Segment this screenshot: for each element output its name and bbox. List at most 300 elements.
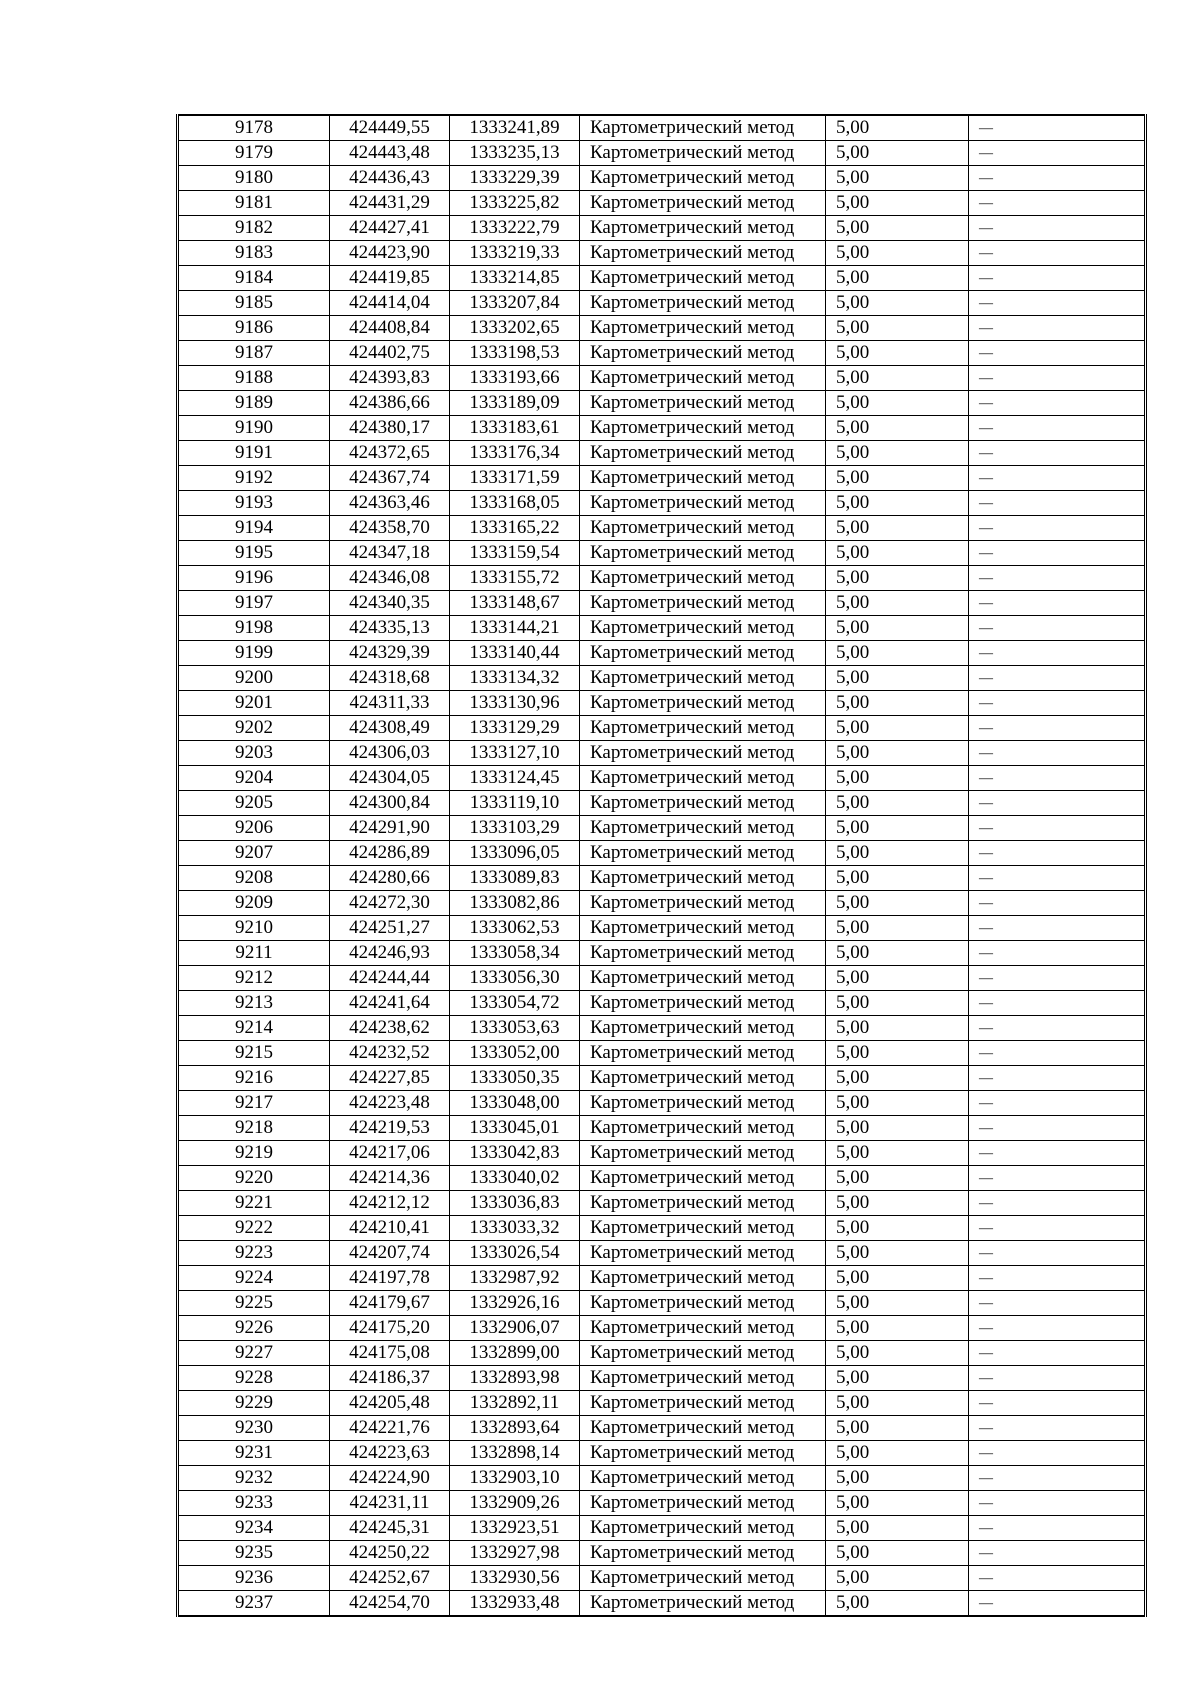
method-cell: Картометрический метод — [580, 1441, 826, 1466]
coordinate-x-cell: 424286,89 — [330, 841, 450, 866]
accuracy-cell: 5,00 — [826, 266, 969, 291]
method-cell: Картометрический метод — [580, 1366, 826, 1391]
description-cell — [969, 816, 1146, 841]
coordinate-x-cell: 424386,66 — [330, 391, 450, 416]
coordinate-y-cell: 1333207,84 — [450, 291, 580, 316]
accuracy-cell: 5,00 — [826, 1041, 969, 1066]
point-number-cell: 9212 — [178, 966, 330, 991]
description-dash: — — [979, 571, 993, 586]
method-cell: Картометрический метод — [580, 1191, 826, 1216]
method-cell: Картометрический метод — [580, 191, 826, 216]
accuracy-cell: 5,00 — [826, 566, 969, 591]
accuracy-cell: 5,00 — [826, 1366, 969, 1391]
coordinate-x-cell: 424291,90 — [330, 816, 450, 841]
method-cell: Картометрический метод — [580, 541, 826, 566]
coordinate-y-cell: 1333189,09 — [450, 391, 580, 416]
accuracy-cell: 5,00 — [826, 1091, 969, 1116]
method-cell: Картометрический метод — [580, 616, 826, 641]
table-row — [178, 491, 1146, 516]
table-row — [178, 741, 1146, 766]
coordinate-x-cell: 424419,85 — [330, 266, 450, 291]
description-cell — [969, 191, 1146, 216]
coordinate-y-cell: 1333155,72 — [450, 566, 580, 591]
coordinate-y-cell: 1333140,44 — [450, 641, 580, 666]
coordinate-x-cell: 424443,48 — [330, 141, 450, 166]
description-cell — [969, 916, 1146, 941]
description-dash: — — [979, 1371, 993, 1386]
method-cell: Картометрический метод — [580, 441, 826, 466]
coordinate-x-cell: 424251,27 — [330, 916, 450, 941]
description-cell — [969, 1116, 1146, 1141]
point-number-cell: 9205 — [178, 791, 330, 816]
point-number-cell: 9198 — [178, 616, 330, 641]
method-cell: Картометрический метод — [580, 816, 826, 841]
coordinate-x-cell: 424402,75 — [330, 341, 450, 366]
coordinate-x-cell: 424408,84 — [330, 316, 450, 341]
table-row — [178, 1441, 1146, 1466]
description-cell — [969, 1591, 1146, 1617]
description-cell — [969, 941, 1146, 966]
point-number-cell: 9225 — [178, 1291, 330, 1316]
description-dash: — — [979, 1096, 993, 1111]
accuracy-cell: 5,00 — [826, 391, 969, 416]
accuracy-cell: 5,00 — [826, 616, 969, 641]
description-cell — [969, 1391, 1146, 1416]
table-row — [178, 891, 1146, 916]
coordinate-x-cell: 424207,74 — [330, 1241, 450, 1266]
coordinate-x-cell: 424217,06 — [330, 1141, 450, 1166]
point-number-cell: 9184 — [178, 266, 330, 291]
point-number-cell: 9197 — [178, 591, 330, 616]
accuracy-cell: 5,00 — [826, 1141, 969, 1166]
method-cell: Картометрический метод — [580, 591, 826, 616]
accuracy-cell: 5,00 — [826, 491, 969, 516]
description-cell — [969, 1141, 1146, 1166]
method-cell: Картометрический метод — [580, 416, 826, 441]
coordinate-y-cell: 1332906,07 — [450, 1316, 580, 1341]
point-number-cell: 9185 — [178, 291, 330, 316]
description-cell — [969, 641, 1146, 666]
description-cell — [969, 241, 1146, 266]
description-dash: — — [979, 196, 993, 211]
description-cell — [969, 691, 1146, 716]
coordinate-y-cell: 1333214,85 — [450, 266, 580, 291]
table-row — [178, 1466, 1146, 1491]
table-row — [178, 666, 1146, 691]
description-dash: — — [979, 1246, 993, 1261]
method-cell: Картометрический метод — [580, 391, 826, 416]
description-cell — [969, 791, 1146, 816]
table-row — [178, 1541, 1146, 1566]
description-cell — [969, 1341, 1146, 1366]
table-row — [178, 1341, 1146, 1366]
method-cell: Картометрический метод — [580, 1316, 826, 1341]
method-cell: Картометрический метод — [580, 466, 826, 491]
coordinate-y-cell: 1333042,83 — [450, 1141, 580, 1166]
description-cell — [969, 115, 1146, 141]
coordinate-y-cell: 1333193,66 — [450, 366, 580, 391]
accuracy-cell: 5,00 — [826, 1541, 969, 1566]
point-number-cell: 9202 — [178, 716, 330, 741]
coordinate-x-cell: 424449,55 — [330, 115, 450, 141]
point-number-cell: 9204 — [178, 766, 330, 791]
method-cell: Картометрический метод — [580, 291, 826, 316]
point-number-cell: 9215 — [178, 1041, 330, 1066]
point-number-cell: 9196 — [178, 566, 330, 591]
coordinate-x-cell: 424304,05 — [330, 766, 450, 791]
accuracy-cell: 5,00 — [826, 941, 969, 966]
description-cell — [969, 891, 1146, 916]
coordinate-x-cell: 424223,63 — [330, 1441, 450, 1466]
accuracy-cell: 5,00 — [826, 591, 969, 616]
point-number-cell: 9186 — [178, 316, 330, 341]
coordinate-y-cell: 1333171,59 — [450, 466, 580, 491]
point-number-cell: 9234 — [178, 1516, 330, 1541]
table-row — [178, 1366, 1146, 1391]
description-dash: — — [979, 621, 993, 636]
description-cell — [969, 1241, 1146, 1266]
description-cell — [969, 1566, 1146, 1591]
method-cell: Картометрический метод — [580, 366, 826, 391]
method-cell: Картометрический метод — [580, 1591, 826, 1617]
description-cell — [969, 1016, 1146, 1041]
coordinate-y-cell: 1333033,32 — [450, 1216, 580, 1241]
coordinate-y-cell: 1332923,51 — [450, 1516, 580, 1541]
description-cell — [969, 291, 1146, 316]
coordinate-x-cell: 424347,18 — [330, 541, 450, 566]
table-row — [178, 1166, 1146, 1191]
table-row — [178, 141, 1146, 166]
description-cell — [969, 416, 1146, 441]
point-number-cell: 9214 — [178, 1016, 330, 1041]
coordinate-y-cell: 1332893,98 — [450, 1366, 580, 1391]
point-number-cell: 9233 — [178, 1491, 330, 1516]
table-row — [178, 1291, 1146, 1316]
method-cell: Картометрический метод — [580, 1041, 826, 1066]
coordinate-x-cell: 424380,17 — [330, 416, 450, 441]
description-dash: — — [979, 1121, 993, 1136]
description-cell — [969, 1316, 1146, 1341]
coordinate-y-cell: 1333219,33 — [450, 241, 580, 266]
description-dash: — — [979, 1071, 993, 1086]
coordinate-y-cell: 1332903,10 — [450, 1466, 580, 1491]
method-cell: Картометрический метод — [580, 1141, 826, 1166]
description-cell — [969, 391, 1146, 416]
description-cell — [969, 666, 1146, 691]
point-number-cell: 9181 — [178, 191, 330, 216]
description-cell — [969, 1516, 1146, 1541]
table-row — [178, 1191, 1146, 1216]
point-number-cell: 9236 — [178, 1566, 330, 1591]
description-dash: — — [979, 746, 993, 761]
accuracy-cell: 5,00 — [826, 241, 969, 266]
description-dash: — — [979, 996, 993, 1011]
accuracy-cell: 5,00 — [826, 816, 969, 841]
coordinate-x-cell: 424367,74 — [330, 466, 450, 491]
method-cell: Картометрический метод — [580, 141, 826, 166]
method-cell: Картометрический метод — [580, 1516, 826, 1541]
table-row — [178, 816, 1146, 841]
description-cell — [969, 1091, 1146, 1116]
accuracy-cell: 5,00 — [826, 866, 969, 891]
table-row — [178, 216, 1146, 241]
point-number-cell: 9187 — [178, 341, 330, 366]
accuracy-cell: 5,00 — [826, 1441, 969, 1466]
table-row — [178, 1516, 1146, 1541]
coordinate-x-cell: 424223,48 — [330, 1091, 450, 1116]
description-dash: — — [979, 1446, 993, 1461]
coordinate-x-cell: 424175,20 — [330, 1316, 450, 1341]
coordinate-y-cell: 1332909,26 — [450, 1491, 580, 1516]
point-number-cell: 9213 — [178, 991, 330, 1016]
method-cell: Картометрический метод — [580, 1066, 826, 1091]
coordinate-y-cell: 1333119,10 — [450, 791, 580, 816]
method-cell: Картометрический метод — [580, 1291, 826, 1316]
method-cell: Картометрический метод — [580, 1541, 826, 1566]
description-cell — [969, 341, 1146, 366]
table-row — [178, 316, 1146, 341]
table-row — [178, 516, 1146, 541]
coordinate-y-cell: 1332933,48 — [450, 1591, 580, 1617]
description-cell — [969, 1466, 1146, 1491]
accuracy-cell: 5,00 — [826, 1216, 969, 1241]
table-row — [178, 466, 1146, 491]
coordinate-x-cell: 424318,68 — [330, 666, 450, 691]
table-row — [178, 291, 1146, 316]
coordinate-y-cell: 1333050,35 — [450, 1066, 580, 1091]
description-dash: — — [979, 1046, 993, 1061]
method-cell: Картометрический метод — [580, 1491, 826, 1516]
coordinate-x-cell: 424244,44 — [330, 966, 450, 991]
coordinate-y-cell: 1333052,00 — [450, 1041, 580, 1066]
method-cell: Картометрический метод — [580, 691, 826, 716]
description-dash: — — [979, 396, 993, 411]
method-cell: Картометрический метод — [580, 1466, 826, 1491]
accuracy-cell: 5,00 — [826, 416, 969, 441]
coordinate-y-cell: 1332927,98 — [450, 1541, 580, 1566]
description-cell — [969, 716, 1146, 741]
accuracy-cell: 5,00 — [826, 841, 969, 866]
description-dash: — — [979, 1221, 993, 1236]
point-number-cell: 9218 — [178, 1116, 330, 1141]
description-cell — [969, 1541, 1146, 1566]
coordinate-x-cell: 424221,76 — [330, 1416, 450, 1441]
description-cell — [969, 366, 1146, 391]
method-cell: Картометрический метод — [580, 1341, 826, 1366]
point-number-cell: 9178 — [178, 115, 330, 141]
point-number-cell: 9200 — [178, 666, 330, 691]
method-cell: Картометрический метод — [580, 1116, 826, 1141]
description-dash: — — [979, 296, 993, 311]
method-cell: Картометрический метод — [580, 791, 826, 816]
method-cell: Картометрический метод — [580, 1166, 826, 1191]
point-number-cell: 9237 — [178, 1591, 330, 1617]
method-cell: Картометрический метод — [580, 1241, 826, 1266]
coordinate-y-cell: 1333124,45 — [450, 766, 580, 791]
coordinate-x-cell: 424272,30 — [330, 891, 450, 916]
description-cell — [969, 1441, 1146, 1466]
point-number-cell: 9232 — [178, 1466, 330, 1491]
coordinate-y-cell: 1333144,21 — [450, 616, 580, 641]
method-cell: Картометрический метод — [580, 1416, 826, 1441]
description-cell — [969, 516, 1146, 541]
description-cell — [969, 966, 1146, 991]
description-dash: — — [979, 696, 993, 711]
coordinate-y-cell: 1333222,79 — [450, 216, 580, 241]
coordinate-x-cell: 424212,12 — [330, 1191, 450, 1216]
accuracy-cell: 5,00 — [826, 1491, 969, 1516]
description-dash: — — [979, 896, 993, 911]
accuracy-cell: 5,00 — [826, 466, 969, 491]
description-dash: — — [979, 1171, 993, 1186]
point-number-cell: 9209 — [178, 891, 330, 916]
accuracy-cell: 5,00 — [826, 1166, 969, 1191]
table-row — [178, 1566, 1146, 1591]
coordinate-y-cell: 1332892,11 — [450, 1391, 580, 1416]
coordinate-y-cell: 1333040,02 — [450, 1166, 580, 1191]
method-cell: Картометрический метод — [580, 1091, 826, 1116]
accuracy-cell: 5,00 — [826, 1341, 969, 1366]
coordinate-y-cell: 1333026,54 — [450, 1241, 580, 1266]
description-dash: — — [979, 771, 993, 786]
table-row — [178, 1041, 1146, 1066]
method-cell: Картометрический метод — [580, 1016, 826, 1041]
table-row — [178, 566, 1146, 591]
coordinate-y-cell: 1332899,00 — [450, 1341, 580, 1366]
coordinate-y-cell: 1333129,29 — [450, 716, 580, 741]
method-cell: Картометрический метод — [580, 841, 826, 866]
table-row — [178, 616, 1146, 641]
coordinates-table — [176, 114, 1147, 1617]
point-number-cell: 9222 — [178, 1216, 330, 1241]
table-row — [178, 766, 1146, 791]
method-cell: Картометрический метод — [580, 916, 826, 941]
accuracy-cell: 5,00 — [826, 1391, 969, 1416]
table-row — [178, 1391, 1146, 1416]
description-cell — [969, 266, 1146, 291]
coordinate-x-cell: 424363,46 — [330, 491, 450, 516]
description-dash: — — [979, 471, 993, 486]
description-cell — [969, 991, 1146, 1016]
coordinates-table-body — [178, 115, 1146, 1616]
table-row — [178, 1116, 1146, 1141]
coordinate-y-cell: 1333058,34 — [450, 941, 580, 966]
method-cell: Картометрический метод — [580, 166, 826, 191]
accuracy-cell: 5,00 — [826, 916, 969, 941]
description-dash: — — [979, 721, 993, 736]
description-dash: — — [979, 121, 993, 136]
description-dash: — — [979, 496, 993, 511]
coordinate-y-cell: 1332930,56 — [450, 1566, 580, 1591]
description-cell — [969, 141, 1146, 166]
table-row — [178, 716, 1146, 741]
coordinate-x-cell: 424250,22 — [330, 1541, 450, 1566]
method-cell: Картометрический метод — [580, 641, 826, 666]
table-row — [178, 441, 1146, 466]
table-row — [178, 866, 1146, 891]
coordinate-y-cell: 1333134,32 — [450, 666, 580, 691]
description-dash: — — [979, 321, 993, 336]
coordinate-x-cell: 424254,70 — [330, 1591, 450, 1617]
description-dash: — — [979, 846, 993, 861]
description-cell — [969, 866, 1146, 891]
description-dash: — — [979, 1021, 993, 1036]
description-cell — [969, 566, 1146, 591]
coordinate-x-cell: 424241,64 — [330, 991, 450, 1016]
method-cell: Картометрический метод — [580, 266, 826, 291]
table-row — [178, 1016, 1146, 1041]
coordinate-y-cell: 1333165,22 — [450, 516, 580, 541]
description-dash: — — [979, 1571, 993, 1586]
description-dash: — — [979, 346, 993, 361]
coordinate-x-cell: 424246,93 — [330, 941, 450, 966]
description-cell — [969, 541, 1146, 566]
table-row — [178, 1066, 1146, 1091]
accuracy-cell: 5,00 — [826, 1241, 969, 1266]
description-cell — [969, 1266, 1146, 1291]
point-number-cell: 9207 — [178, 841, 330, 866]
point-number-cell: 9193 — [178, 491, 330, 516]
accuracy-cell: 5,00 — [826, 1266, 969, 1291]
point-number-cell: 9203 — [178, 741, 330, 766]
description-dash: — — [979, 871, 993, 886]
method-cell: Картометрический метод — [580, 716, 826, 741]
method-cell: Картометрический метод — [580, 741, 826, 766]
coordinate-y-cell: 1333183,61 — [450, 416, 580, 441]
description-cell — [969, 1366, 1146, 1391]
table-row — [178, 691, 1146, 716]
coordinate-x-cell: 424335,13 — [330, 616, 450, 641]
coordinate-x-cell: 424340,35 — [330, 591, 450, 616]
accuracy-cell: 5,00 — [826, 741, 969, 766]
description-dash: — — [979, 1321, 993, 1336]
coordinate-y-cell: 1333148,67 — [450, 591, 580, 616]
point-number-cell: 9217 — [178, 1091, 330, 1116]
point-number-cell: 9224 — [178, 1266, 330, 1291]
coordinate-y-cell: 1332898,14 — [450, 1441, 580, 1466]
description-dash: — — [979, 146, 993, 161]
description-cell — [969, 316, 1146, 341]
coordinate-x-cell: 424431,29 — [330, 191, 450, 216]
description-cell — [969, 616, 1146, 641]
point-number-cell: 9194 — [178, 516, 330, 541]
point-number-cell: 9220 — [178, 1166, 330, 1191]
description-cell — [969, 1191, 1146, 1216]
method-cell: Картометрический метод — [580, 941, 826, 966]
table-row — [178, 191, 1146, 216]
method-cell: Картометрический метод — [580, 766, 826, 791]
coordinate-x-cell: 424306,03 — [330, 741, 450, 766]
description-cell — [969, 1166, 1146, 1191]
point-number-cell: 9189 — [178, 391, 330, 416]
coordinate-x-cell: 424245,31 — [330, 1516, 450, 1541]
accuracy-cell: 5,00 — [826, 1566, 969, 1591]
point-number-cell: 9230 — [178, 1416, 330, 1441]
point-number-cell: 9223 — [178, 1241, 330, 1266]
description-dash: — — [979, 596, 993, 611]
accuracy-cell: 5,00 — [826, 1466, 969, 1491]
description-dash: — — [979, 1196, 993, 1211]
coordinate-y-cell: 1333062,53 — [450, 916, 580, 941]
description-dash: — — [979, 221, 993, 236]
point-number-cell: 9231 — [178, 1441, 330, 1466]
point-number-cell: 9226 — [178, 1316, 330, 1341]
point-number-cell: 9216 — [178, 1066, 330, 1091]
coordinate-y-cell: 1332987,92 — [450, 1266, 580, 1291]
point-number-cell: 9182 — [178, 216, 330, 241]
coordinate-y-cell: 1333241,89 — [450, 115, 580, 141]
coordinate-x-cell: 424372,65 — [330, 441, 450, 466]
